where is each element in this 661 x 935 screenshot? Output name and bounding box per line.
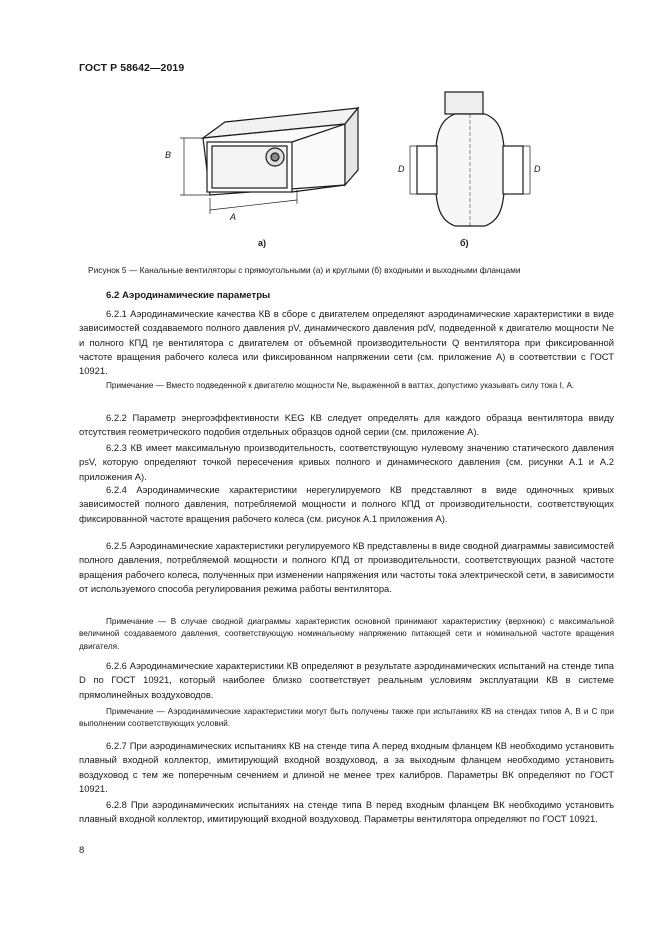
paragraph-6-2-1: 6.2.1 Аэродинамические качества КВ в сборе с двигателем определяют аэродинамические характеристики в виде зависимостей создаваемого полного давления pV, динамического давления pdV, подведенной к двигателю мощности Ne и полного КПД ηe вентилятора с двигателем от объемной производительности Q вентилятора при фиксированной частоте вращения рабочего колеса или фиксированном напряжении сети (см. приложение А) в соответствии с ГОСТ 10921. bbox=[79, 308, 614, 377]
section-title: 6.2 Аэродинамические параметры bbox=[106, 290, 271, 301]
paragraph-6-2-4: 6.2.4 Аэродинамические характеристики нерегулируемого КВ представляют в виде одиночных кривых зависимостей полного давления, потребляемой мощности и полного КПД от производительности, соответствующих фиксированной частоте вращения рабочего колеса (см. рисунок А.1 приложения А). bbox=[79, 484, 614, 524]
paragraph-6-2-5: 6.2.5 Аэродинамические характеристики регулируемого КВ представлены в виде сводной диаграммы зависимостей полного давления, потребляемой мощности и полного КПД от производительности, соответствующих разной частоте вращения рабочего колеса, полученных при изменении напряжения или частоты тока электрической сети, в зависимости от используемого способа регулирования режима работы вентилятора. bbox=[79, 540, 614, 594]
paragraph-6-2-2: 6.2.2 Параметр энергоэффективности KEG КВ следует определять для каждого образца вентилятора ввиду отсутствия геометрического подобия отдельных образцов одной серии (см. приложение А). bbox=[79, 412, 614, 438]
figure-5 bbox=[0, 80, 661, 255]
duct-fans-drawing bbox=[0, 80, 661, 255]
note-3: Примечание — Аэродинамические характеристики могут быть получены также при испытаниях КВ на стендах типов А, В и С при выполнении соответствующих условий. bbox=[79, 707, 614, 729]
round-fan-drawing bbox=[410, 92, 530, 226]
dimension-a-label: A bbox=[230, 212, 237, 222]
figure-caption: Рисунок 5 — Канальные вентиляторы с прямоугольными (а) и круглыми (б) входными и выходными фланцами bbox=[88, 265, 521, 275]
dimension-b-label: B bbox=[165, 150, 172, 160]
figure-label-a: а) bbox=[258, 238, 267, 248]
figure-label-b: б) bbox=[460, 238, 469, 248]
rectangular-fan-drawing bbox=[180, 108, 358, 214]
page-number: 8 bbox=[79, 845, 85, 856]
dimension-d-left-label: D bbox=[398, 164, 405, 174]
paragraph-6-2-7: 6.2.7 При аэродинамических испытаниях КВ на стенде типа А перед входным фланцем КВ необходимо установить плавный входной коллектор, имитирующий входной воздуховод, а за выходным фланцем необходимо установить воздуховод с тем же поперечным сечением и длиной не менее трех калибров. Параметры ВК определяют по ГОСТ 10921. bbox=[79, 740, 614, 794]
page-header: ГОСТ Р 58642—2019 bbox=[79, 62, 185, 74]
dimension-d-right-label: D bbox=[534, 164, 541, 174]
note-2: Примечание — В случае сводной диаграммы характеристик основной принимают характеристику (верхнюю) с максимальной величиной создаваемого давления, соответствующую номинальному напряжению питающей сети и номинальной частоте вращения двигателя. bbox=[79, 617, 614, 651]
paragraph-6-2-8: 6.2.8 При аэродинамических испытаниях на стенде типа В перед входным фланцем ВК необходимо установить плавный входной коллектор, имитирующий входной воздуховод. Параметры вентилятора определяют по ГОСТ 10921. bbox=[79, 799, 614, 825]
note-1: Примечание — Вместо подведенной к двигателю мощности Ne, выраженной в ваттах, допустимо указывать силу тока I, А. bbox=[106, 381, 575, 390]
paragraph-6-2-3: 6.2.3 КВ имеет максимальную производительность, соответствующую нулевому значению статического давления psV, которую определяют точкой пересечения кривых полного и динамического давления (см. рисунки А.1 и А.2 приложения А). bbox=[79, 442, 614, 482]
paragraph-6-2-6: 6.2.6 Аэродинамические характеристики КВ определяют в результате аэродинамических испытаний на стенде типа D по ГОСТ 10921, который наиболее близко соответствует реальным условиям эксплуатации КВ в системе прямолинейных воздуховодов. bbox=[79, 660, 614, 700]
